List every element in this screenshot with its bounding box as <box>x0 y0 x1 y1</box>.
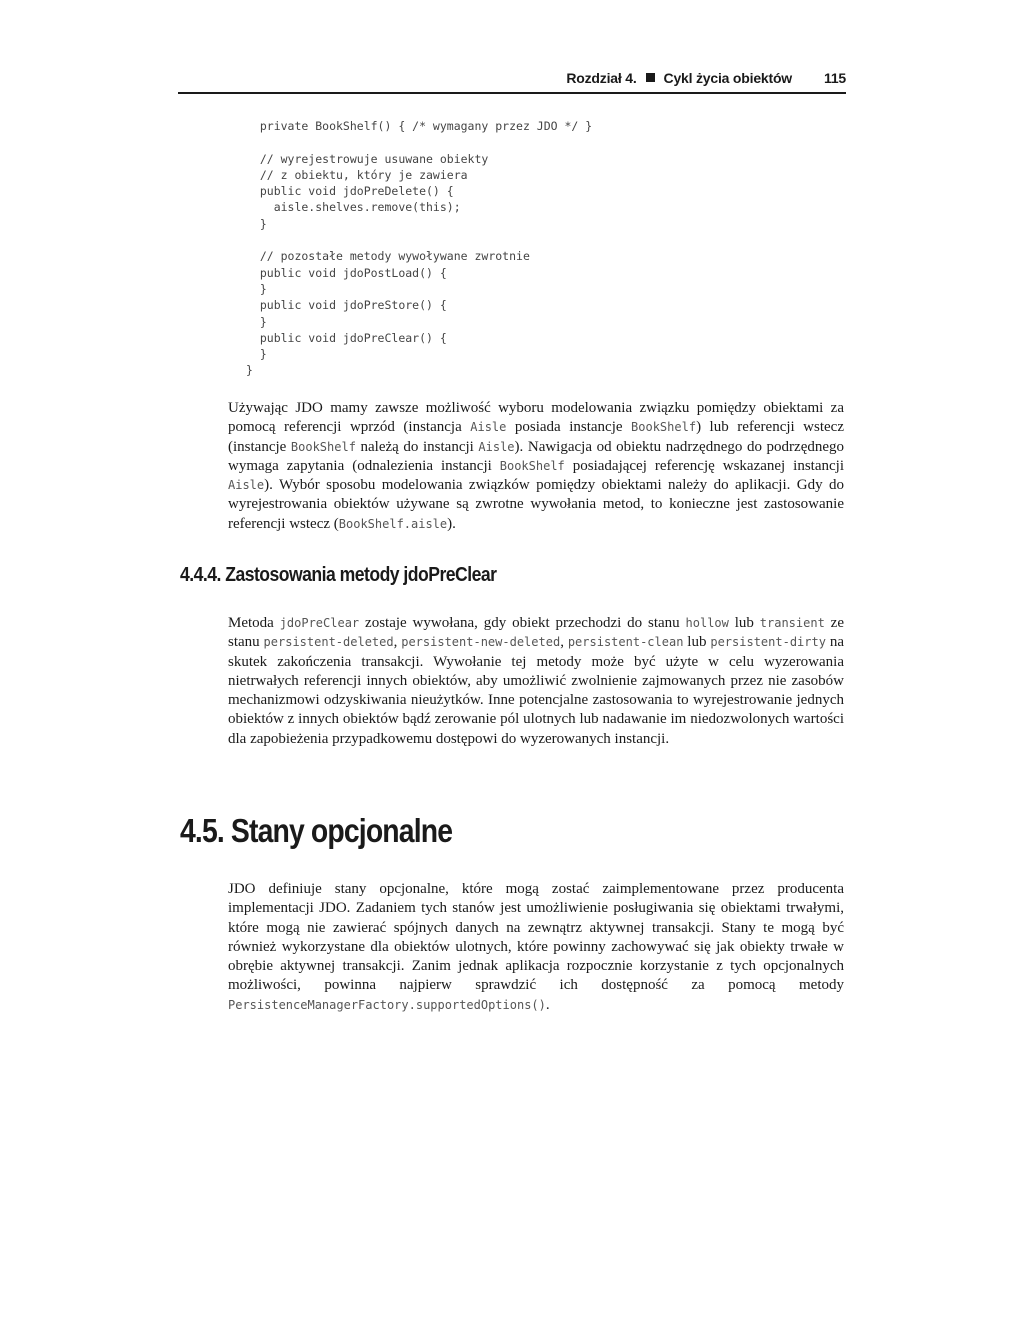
text: ). <box>447 515 456 532</box>
inline-code: Aisle <box>228 478 265 493</box>
inline-code: BookShelf <box>631 420 697 435</box>
text: ). Nawigacja od obiektu nadrzędnego do podrzędnego wymaga zapytania (odnalezienia instancji <box>228 438 845 474</box>
inline-code: persistent-deleted <box>263 635 394 650</box>
text: , <box>393 634 402 651</box>
text: na skutek zakończenia transakcji. Wywołanie tej metody może być użyte w celu wyzerowania nietrwałych referencji innych obiektów, aby umożliwić zwolnienie zajmowanych przez nie zasobów mechanizmowi odzyskiwania nieużytków. Inne potencjalne zastosowania to wyrejestrowanie jednych obiektów z innych obiektów bądź zerowanie pól ulotnych lub nadawanie im niedozwolonych wartości dla zapobieżenia przypadkowemu dostępowi do wyzerowanych instancji. <box>228 634 844 747</box>
text: Metoda <box>228 615 280 631</box>
text: ze stanu <box>228 615 844 651</box>
code-listing: private BookShelf() { /* wymagany przez JDO */ } // wyrejestrowuje usuwane obiekty // z obiektu, który je zawiera public void jdoPreDelete() { aisle.shelves.remove(this); } // pozostałe metody wywoływane zwrotnie public void jdoPostLoad() { } public void jdoPreStore() { } public void jdoPreClear() { } } <box>246 119 593 378</box>
text: zostaje wywołana, gdy obiekt przechodzi do stanu <box>359 615 686 631</box>
text: . <box>545 996 550 1013</box>
text: posiadającej referencję wskazanej instancji <box>564 457 844 474</box>
inline-code: PersistenceManagerFactory.supportedOptions() <box>228 997 546 1012</box>
text: ). Wybór sposobu modelowania związków pomiędzy obiektami należy do aplikacji. Gdy do wyrejestrowania obiektów używane są zwrotne wywołania metod, to konieczne jest zastosowanie referencji wstecz ( <box>228 477 844 532</box>
paragraph-references <box>228 399 844 534</box>
page-number: 115 <box>824 70 846 86</box>
text: ) lub referencji wstecz (instancje <box>228 419 844 455</box>
text: lub <box>683 634 711 651</box>
inline-code: jdoPreClear <box>279 616 360 630</box>
inline-code: hollow <box>685 616 729 630</box>
inline-code: Aisle <box>470 420 507 435</box>
chapter-label: Rozdział 4. <box>566 70 637 86</box>
text: JDO definiuje stany opcjonalne, które mogą zostać zaimplementowane przez producenta implementacji JDO. Zadaniem tych stanów jest umożliwienie posługiwania się obiektami trwałymi, które mogą nie zawierać spójnych danych na zewnątrz aktywnej transakcji. Stany te mogą być również wykorzystane dla obiektów ulotnych, które powinny zachowywać się jak obiekty trwałe w obrębie aktywnej transakcji. Zanim jednak aplikacja rozpocznie korzystanie z tych opcjonalnych możliwości, powinna najpierw sprawdzić ich dostępność za pomocą metody <box>228 881 844 994</box>
inline-code: BookShelf <box>290 439 356 454</box>
section-heading: 4.5. Stany opcjonalne <box>180 812 453 849</box>
inline-code: BookShelf <box>499 458 565 473</box>
subsection-heading: 4.4.4. Zastosowania metody jdoPreClear <box>180 564 497 586</box>
inline-code: transient <box>759 616 825 630</box>
paragraph-optional-states <box>228 880 844 1015</box>
text: Używając JDO mamy zawsze możliwość wyboru modelowania związku pomiędzy obiektami za pomocą referencji wprzód (instancja <box>228 400 844 436</box>
inline-code: persistent-​dirty <box>710 635 826 650</box>
inline-code: persistent-new-deleted <box>401 635 561 650</box>
square-bullet-icon <box>646 73 655 82</box>
text: lub <box>728 615 760 631</box>
chapter-title: Cykl życia obiektów <box>663 70 792 86</box>
text: , <box>560 634 568 651</box>
paragraph-jdopreclear <box>228 614 844 749</box>
inline-code: BookShelf.aisle <box>338 516 448 531</box>
inline-code: Aisle <box>478 439 515 454</box>
inline-code: persistent-clean <box>567 635 684 650</box>
text: posiada instancje <box>506 419 632 436</box>
text: należą do instancji <box>355 438 479 455</box>
running-header <box>178 70 846 94</box>
